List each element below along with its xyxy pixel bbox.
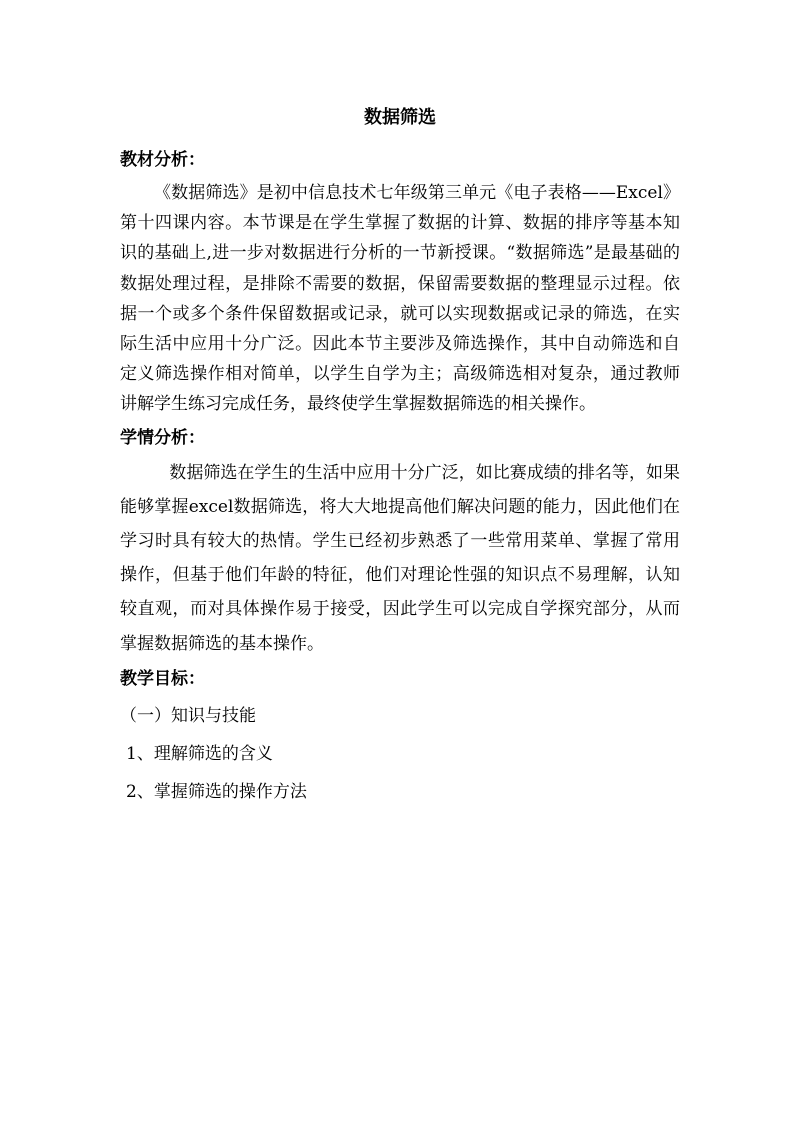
material-analysis-paragraph: 《数据筛选》是初中信息技术七年级第三单元《电子表格——Excel》第十四课内容。本节课是在学生掌握了数据的计算、数据的排序等基本知识的基础上,进一步对数据进行分析的一节新授课。“数据筛选”是最基础的数据处理过程，是排除不需要的数据，保留需要数据的整理显示过程。依据一个或多个条件保留数据或记录，就可以实现数据或记录的筛选，在实际生活中应用十分广泛。因此本节主要涉及筛选操作，其中自动筛选和自定义筛选操作相对简单，以学生自学为主；高级筛选相对复杂，通过教师讲解学生练习完成任务，最终使学生掌握数据筛选的相关操作。 (120, 183, 680, 415)
section-heading-material-analysis: 教材分析： (120, 150, 205, 170)
goal-subheading-knowledge-skills: （一）知识与技能 (120, 705, 256, 726)
student-analysis-paragraph: 数据筛选在学生的生活中应用十分广泛，如比赛成绩的排名等，如果能够掌握excel数据筛选，将大大地提高他们解决问题的能力，因此他们在学习时具有较大的热情。学生已经初步熟悉了一些常用菜单、掌握了常用操作，但基于他们年龄的特征，他们对理论性强的知识点不易理解，认知较直观，而对具体操作易于接受，因此学生可以完成自学探究部分，从而掌握数据筛选的基本操作。 (120, 462, 680, 654)
goal-item-2: 2、掌握筛选的操作方法 (126, 781, 307, 802)
goal-item-1: 1、理解筛选的含义 (126, 743, 273, 764)
section-heading-teaching-goals: 教学目标： (120, 668, 205, 689)
section-heading-student-analysis: 学情分析： (120, 427, 205, 448)
document-title: 数据筛选 (364, 107, 436, 128)
document-content (120, 100, 680, 811)
